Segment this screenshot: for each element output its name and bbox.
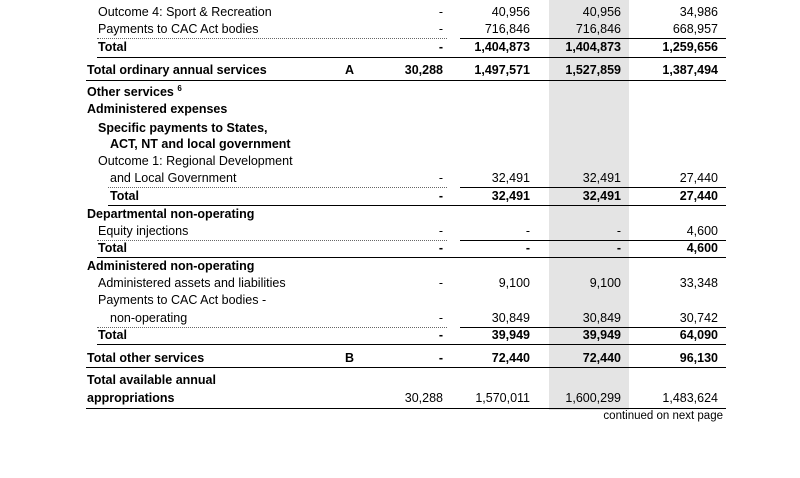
cell-col2: - xyxy=(438,22,443,36)
cell-col3: 39,949 xyxy=(491,328,530,342)
cell-col5: 27,440 xyxy=(679,189,718,203)
cell-col4: 1,527,859 xyxy=(565,63,621,77)
row-label: Other services $^6$ xyxy=(87,84,182,99)
row-label: Equity injections xyxy=(98,224,189,238)
table-row xyxy=(0,170,800,187)
row-label: Administered non-operating xyxy=(87,259,255,273)
cell-col2: - xyxy=(438,40,443,54)
continued-note: continued on next page xyxy=(603,410,723,422)
cell-col2: - xyxy=(438,241,443,255)
row-label: Outcome 1: Regional Development xyxy=(98,154,293,168)
row-label: and Local Government xyxy=(110,171,237,185)
table-row xyxy=(0,310,800,327)
table-row xyxy=(0,62,800,79)
cell-col3: 30,849 xyxy=(491,311,530,325)
cell-col5: 96,130 xyxy=(679,351,718,365)
cell-col4: 716,846 xyxy=(575,22,621,36)
cell-col2: 30,288 xyxy=(404,391,443,405)
cell-col2: 30,288 xyxy=(404,63,443,77)
table-row xyxy=(0,292,800,309)
rule xyxy=(460,240,726,241)
cell-col4: 72,440 xyxy=(582,351,621,365)
rule xyxy=(86,408,726,409)
table-row xyxy=(0,4,800,21)
cell-col3: 1,570,011 xyxy=(475,391,530,405)
cell-col4: 32,491 xyxy=(582,189,621,203)
cell-col5: 4,600 xyxy=(686,241,718,255)
table-row xyxy=(0,120,800,137)
table-row xyxy=(0,84,800,101)
row-label: Total xyxy=(110,189,139,203)
row-label: Payments to CAC Act bodies xyxy=(98,22,259,36)
cell-col3: 40,956 xyxy=(491,5,530,19)
table-row xyxy=(0,350,800,367)
table-row xyxy=(0,390,800,407)
table-row xyxy=(0,258,800,275)
cell-col2: - xyxy=(438,351,443,365)
rule xyxy=(97,57,726,58)
cell-col4: 1,404,873 xyxy=(565,40,621,54)
row-label: ACT, NT and local government xyxy=(110,137,291,151)
cell-col4: 32,491 xyxy=(582,171,621,185)
row-label: Total xyxy=(98,241,127,255)
row-label: Administered assets and liabilities xyxy=(98,276,286,290)
table-row xyxy=(0,223,800,240)
cell-col1: B xyxy=(345,351,355,365)
row-label: Outcome 4: Sport & Recreation xyxy=(98,5,272,19)
table-row xyxy=(0,188,800,205)
cell-col4: 30,849 xyxy=(582,311,621,325)
dotted-rule xyxy=(97,327,447,328)
cell-col3: - xyxy=(525,241,530,255)
cell-col5: 33,348 xyxy=(679,276,718,290)
cell-col3: 1,404,873 xyxy=(474,40,530,54)
row-label: non-operating xyxy=(110,311,188,325)
cell-col1: A xyxy=(345,63,355,77)
table-row xyxy=(0,39,800,56)
cell-col2: - xyxy=(438,189,443,203)
cell-col2: - xyxy=(438,171,443,185)
cell-col5: 64,090 xyxy=(679,328,718,342)
cell-col2: - xyxy=(438,328,443,342)
row-label: appropriations xyxy=(87,391,175,405)
cell-col3: 9,100 xyxy=(498,276,530,290)
dotted-rule xyxy=(97,38,447,39)
table-row xyxy=(0,101,800,118)
rule xyxy=(460,38,726,39)
dotted-rule xyxy=(97,240,447,241)
rule xyxy=(97,257,726,258)
cell-col2: - xyxy=(438,276,443,290)
cell-col3: - xyxy=(525,224,530,238)
table-row xyxy=(0,327,800,344)
row-label: Payments to CAC Act bodies - xyxy=(98,293,267,307)
cell-col5: 668,957 xyxy=(672,22,718,36)
rule xyxy=(97,344,726,345)
table-row xyxy=(0,136,800,153)
row-label: Total available annual xyxy=(87,373,216,387)
cell-col5: 27,440 xyxy=(679,171,718,185)
rule xyxy=(86,367,726,368)
cell-col4: - xyxy=(616,224,621,238)
table-row xyxy=(0,21,800,38)
rule xyxy=(108,205,726,206)
rule xyxy=(460,327,726,328)
row-label: Total other services xyxy=(87,351,205,365)
footnote-marker: 6 xyxy=(177,84,182,93)
row-label: Total xyxy=(98,40,127,54)
rule xyxy=(460,187,726,188)
cell-col3: 32,491 xyxy=(491,171,530,185)
table-row xyxy=(0,275,800,292)
cell-col2: - xyxy=(438,5,443,19)
cell-col5: 1,483,624 xyxy=(662,391,718,405)
cell-col5: 1,259,656 xyxy=(662,40,718,54)
cell-col5: 30,742 xyxy=(679,311,718,325)
cell-col3: 1,497,571 xyxy=(474,63,530,77)
cell-col3: 716,846 xyxy=(484,22,530,36)
table-row xyxy=(0,372,800,389)
cell-col4: 1,600,299 xyxy=(565,391,621,405)
row-label: Total xyxy=(98,328,127,342)
row-label: Administered expenses xyxy=(87,102,228,116)
cell-col2: - xyxy=(438,311,443,325)
rule xyxy=(86,80,726,81)
row-label: Total ordinary annual services xyxy=(87,63,267,77)
cell-col5: 1,387,494 xyxy=(662,63,718,77)
cell-col4: 9,100 xyxy=(589,276,621,290)
cell-col4: - xyxy=(616,241,621,255)
cell-col4: 39,949 xyxy=(582,328,621,342)
cell-col5: 4,600 xyxy=(686,224,718,238)
cell-col4: 40,956 xyxy=(582,5,621,19)
cell-col2: - xyxy=(438,224,443,238)
table-row xyxy=(0,240,800,257)
cell-col3: 32,491 xyxy=(491,189,530,203)
table-row xyxy=(0,153,800,170)
table-row xyxy=(0,206,800,223)
cell-col5: 34,986 xyxy=(679,5,718,19)
cell-col3: 72,440 xyxy=(491,351,530,365)
row-label: Departmental non-operating xyxy=(87,207,255,221)
row-label: Specific payments to States, xyxy=(98,121,268,135)
dotted-rule xyxy=(108,187,447,188)
